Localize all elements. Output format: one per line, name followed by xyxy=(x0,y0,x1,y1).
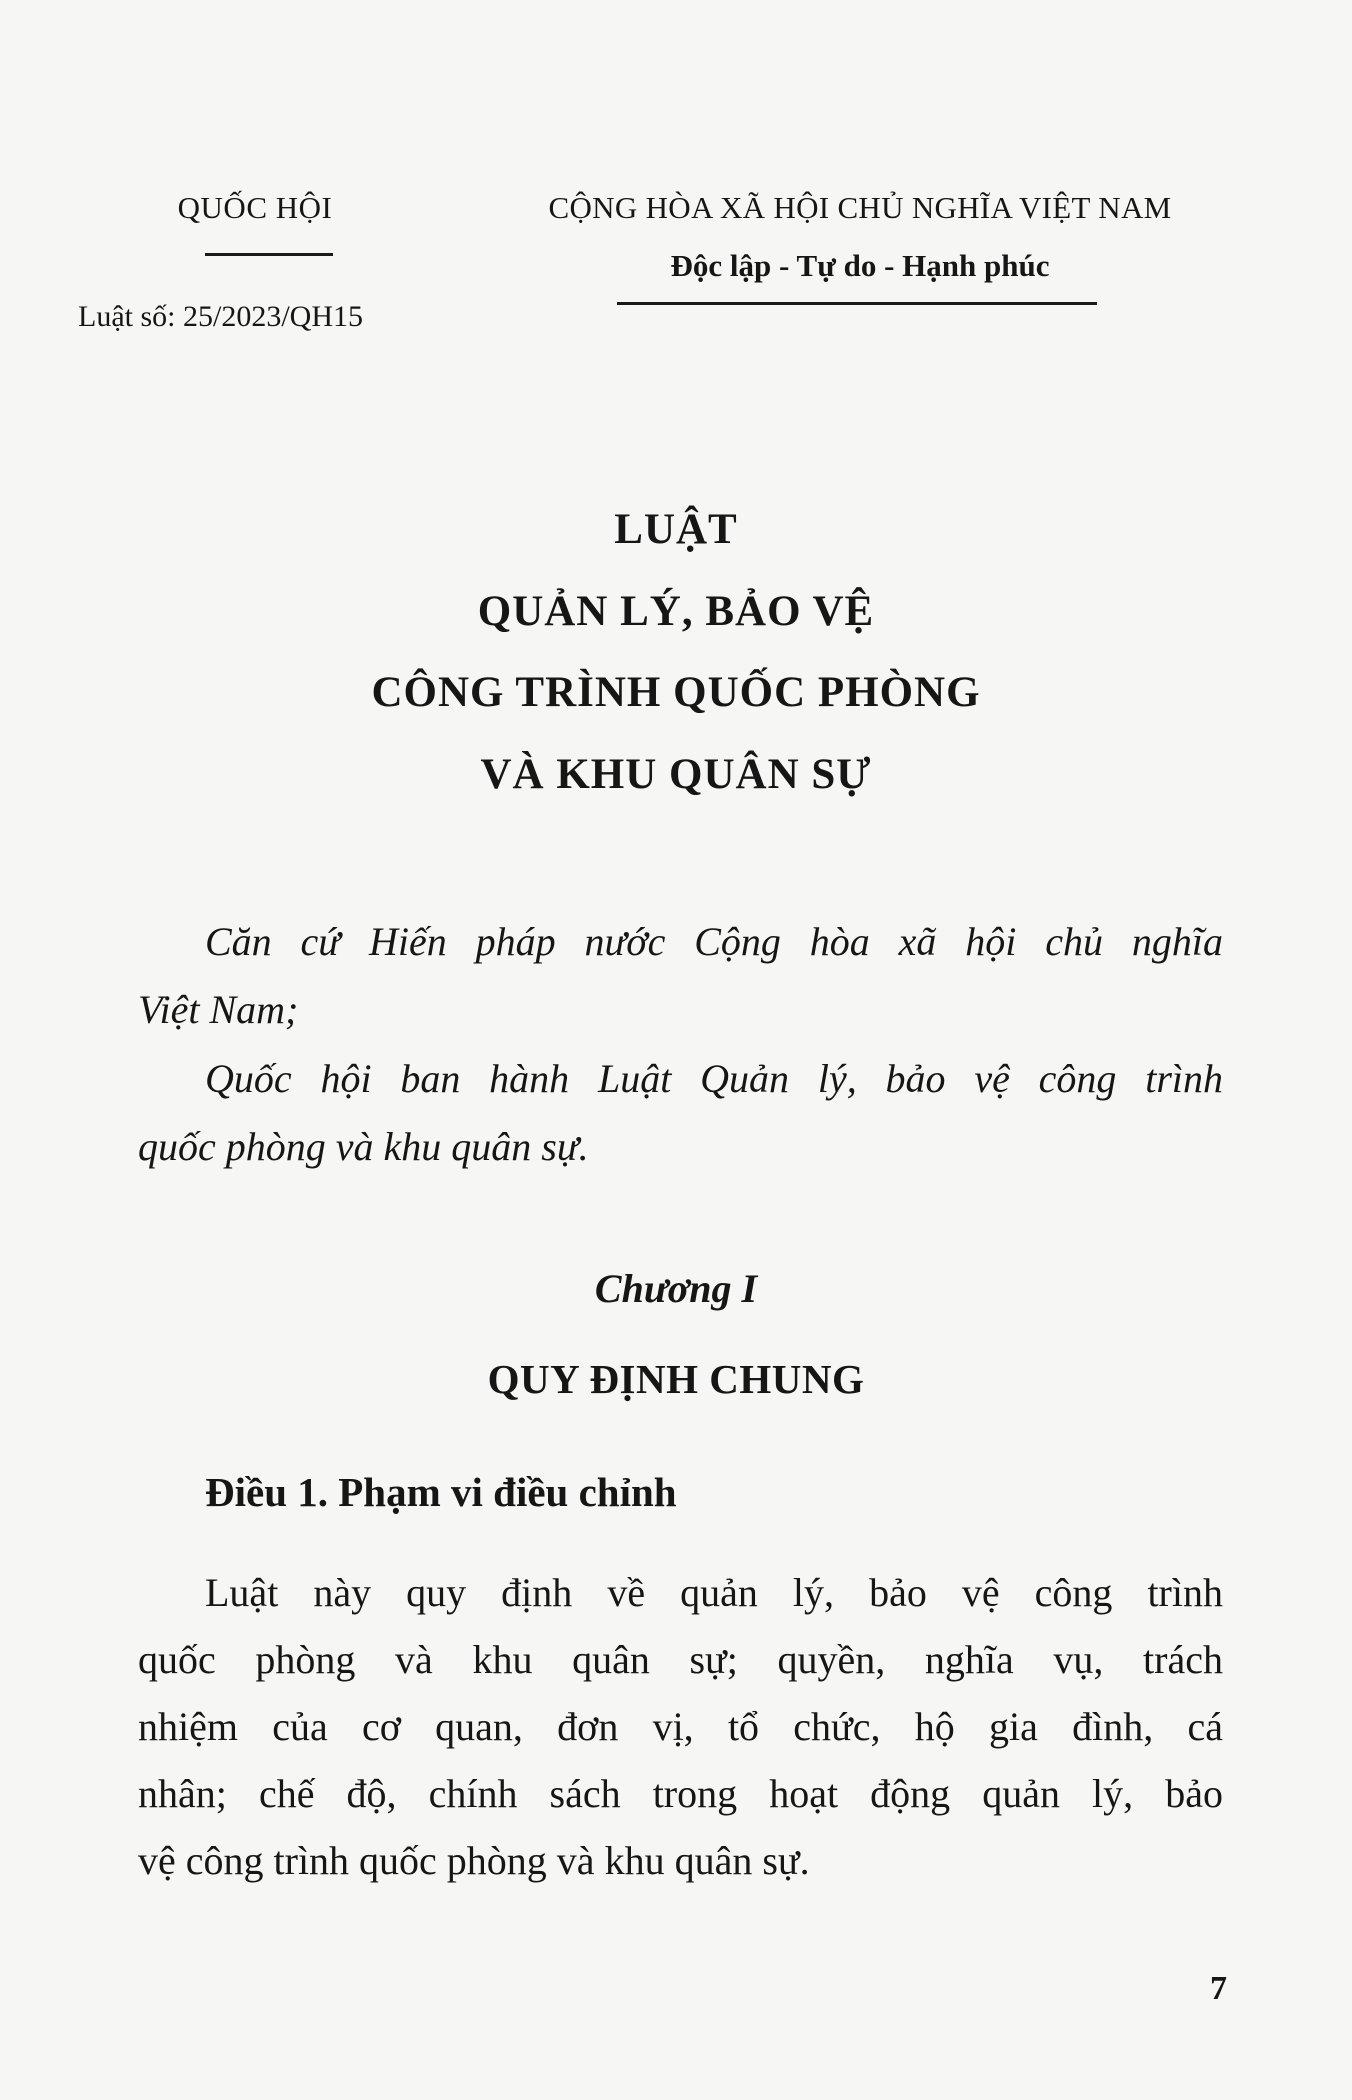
law-number: Luật số: 25/2023/QH15 xyxy=(78,300,363,333)
preamble-line-4: quốc phòng và khu quân sự. xyxy=(138,1124,589,1169)
chapter-title: QUY ĐỊNH CHUNG xyxy=(487,1356,865,1402)
article-1-heading: Điều 1. Phạm vi điều chỉnh xyxy=(205,1469,677,1515)
republic-name: CỘNG HÒA XÃ HỘI CHỦ NGHĨA VIỆT NAM xyxy=(548,190,1172,225)
issuer-name: QUỐC HỘI xyxy=(177,190,333,225)
law-title-line-1: LUẬT xyxy=(614,506,738,553)
page-number: 7 xyxy=(1210,1970,1227,2007)
article-1-line: quốc phòng và khu quân sự; quyền, nghĩa vụ, trách xyxy=(138,1637,1223,1682)
preamble-line-1: Căn cứ Hiến pháp nước Cộng hòa xã hội chủ nghĩa xyxy=(205,919,1223,964)
law-title-line-4: VÀ KHU QUÂN SỰ xyxy=(480,751,872,798)
preamble-line-3: Quốc hội ban hành Luật Quản lý, bảo vệ công trình xyxy=(205,1056,1223,1101)
article-1-line: nhiệm của cơ quan, đơn vị, tổ chức, hộ gia đình, cá xyxy=(138,1704,1223,1749)
chapter-number: Chương I xyxy=(594,1266,758,1311)
article-1-line: vệ công trình quốc phòng và khu quân sự. xyxy=(138,1838,810,1883)
motto-underline xyxy=(617,302,1097,305)
law-title-line-3: CÔNG TRÌNH QUỐC PHÒNG xyxy=(371,669,981,716)
preamble-line-2: Việt Nam; xyxy=(138,987,299,1032)
issuer-underline xyxy=(205,253,333,256)
national-motto: Độc lập - Tự do - Hạnh phúc xyxy=(670,248,1050,283)
law-title-line-2: QUẢN LÝ, BẢO VỆ xyxy=(477,588,875,635)
article-1-line: nhân; chế độ, chính sách trong hoạt động quản lý, bảo xyxy=(138,1771,1223,1816)
article-1-line: Luật này quy định về quản lý, bảo vệ công trình xyxy=(205,1570,1223,1615)
